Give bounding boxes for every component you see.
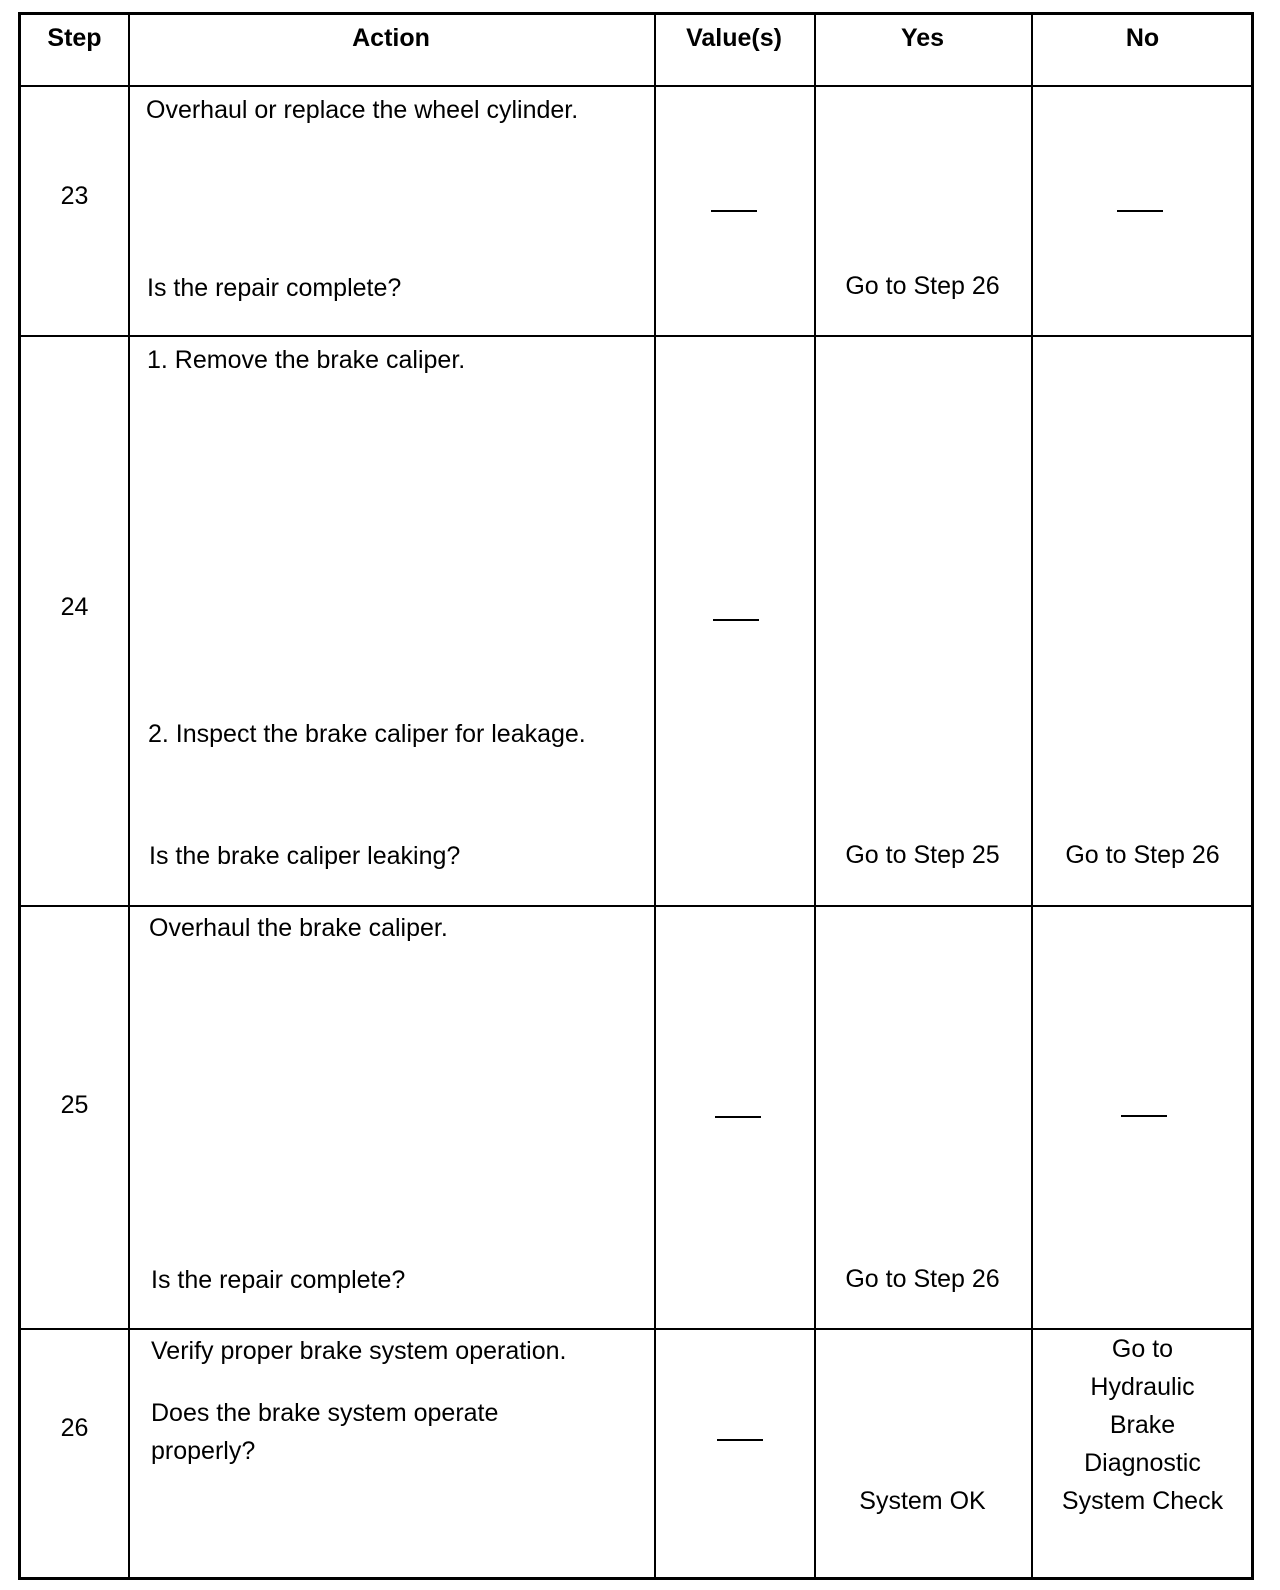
action-text: Overhaul or replace the wheel cylinder. xyxy=(146,96,579,124)
header-action: Action xyxy=(352,24,430,52)
row-divider xyxy=(21,905,1251,907)
action-text: 1. Remove the brake caliper. xyxy=(147,346,466,374)
diagnostic-table xyxy=(18,12,1254,1580)
header-step: Step xyxy=(47,24,102,52)
column-divider xyxy=(814,15,816,1577)
no-dash xyxy=(1121,1115,1167,1117)
yes-action: Go to Step 25 xyxy=(845,841,1000,869)
action-text: Verify proper brake system operation. xyxy=(151,1337,567,1365)
no-action xyxy=(1031,1330,1254,1520)
header-yes: Yes xyxy=(900,24,945,52)
value-dash xyxy=(717,1439,763,1441)
step-number: 26 xyxy=(60,1414,89,1442)
no-action-line: Go to xyxy=(1111,1335,1174,1363)
yes-action: Go to Step 26 xyxy=(845,1265,1000,1293)
value-dash xyxy=(713,619,759,621)
action-question: Is the brake caliper leaking? xyxy=(149,842,461,870)
yes-action: System OK xyxy=(859,1487,986,1515)
no-action-line: System Check xyxy=(1061,1487,1224,1515)
no-action-line: Diagnostic xyxy=(1084,1449,1201,1477)
action-question: Is the repair complete? xyxy=(147,274,402,302)
column-divider xyxy=(128,15,130,1577)
action-question: Does the brake system operate xyxy=(151,1399,499,1427)
step-number: 24 xyxy=(60,593,89,621)
value-dash xyxy=(715,1116,761,1118)
column-divider xyxy=(654,15,656,1577)
value-dash xyxy=(711,210,757,212)
yes-action: Go to Step 26 xyxy=(845,272,1000,300)
row-divider xyxy=(21,85,1251,87)
action-question: Is the repair complete? xyxy=(151,1266,406,1294)
no-dash xyxy=(1117,210,1163,212)
header-values: Value(s) xyxy=(686,24,782,52)
row-divider xyxy=(21,335,1251,337)
no-action: Go to Step 26 xyxy=(1065,841,1220,869)
step-number: 23 xyxy=(60,182,89,210)
no-action-line: Hydraulic xyxy=(1090,1373,1195,1401)
no-action-line: Brake xyxy=(1109,1411,1176,1439)
action-question: properly? xyxy=(151,1437,256,1465)
step-number: 25 xyxy=(60,1091,89,1119)
action-text: Overhaul the brake caliper. xyxy=(149,914,448,942)
action-text: 2. Inspect the brake caliper for leakage. xyxy=(148,720,586,748)
header-no: No xyxy=(1125,24,1160,52)
